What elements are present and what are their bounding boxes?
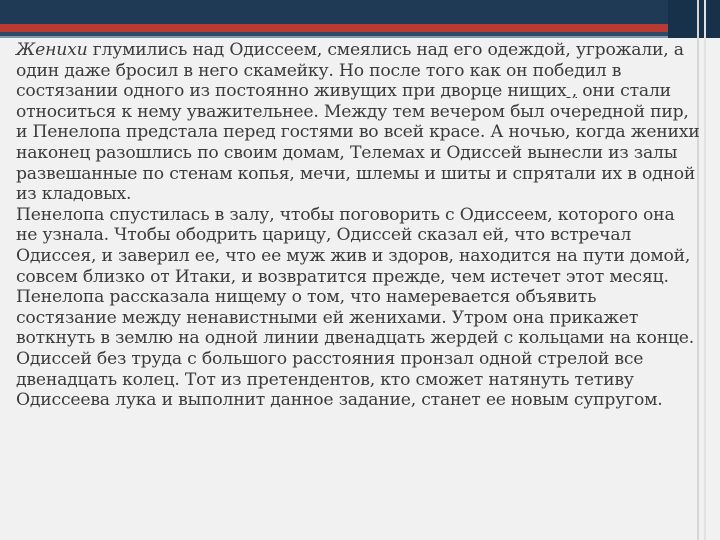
right-decorative-line-2 (704, 0, 706, 540)
paragraph-1-text-b: они стали относиться к нему уважительнее. Между тем вечером был очередной пир, и Пенелопа предстала перед гостями во всей красе. А ночью, когда женихи наконец разошлись по своим домам, Телемах и Одиссей вынесли из залы развешанные по стенам копья, мечи, шлемы и шиты и спрятали их в одной из кладовых. (16, 81, 700, 205)
paragraph-3: Пенелопа рассказала нищему о том, что намеревается объявить состязание между ненавистными ей женихами. Утром она прикажет воткнуть в землю на одной линии двенадцать жердей с кольцами на конце. Одиссей без труда с большого расстояния пронзал одной стрелой все двенадцать колец. Тот из претендентов, кто сможет натянуть тетиву Одиссеева лука и выполнит данное задание, станет ее новым супругом. (16, 287, 695, 411)
inline-link[interactable]: , (566, 81, 577, 102)
header-accent-stripe (0, 24, 720, 32)
header-shadow-line (0, 36, 720, 38)
paragraph-2: Пенелопа спустилась в залу, чтобы поговорить с Одиссеем, которого она не узнала. Чтобы ободрить царицу, Одиссей сказал ей, что встречал Одиссея, и заверил ее, что ее муж жив и здоров, находится на пути домой, совсем близко от Итаки, и возвратится прежде, чем истечет этот месяц. (16, 204, 691, 287)
paragraph-1-text-a: глумились над Одиссеем, смеялись над его одеждой, угрожали, а один даже бросил в него скамейку. Но после того как он победил в состязании одного из постоянно живущих при дворце нищих (16, 40, 684, 102)
paragraph-1-lead: Женихи (16, 40, 88, 60)
paragraph-1 (16, 40, 700, 205)
slide-body-text (16, 40, 700, 411)
header-corner-block (668, 0, 720, 38)
header-band (0, 0, 720, 24)
